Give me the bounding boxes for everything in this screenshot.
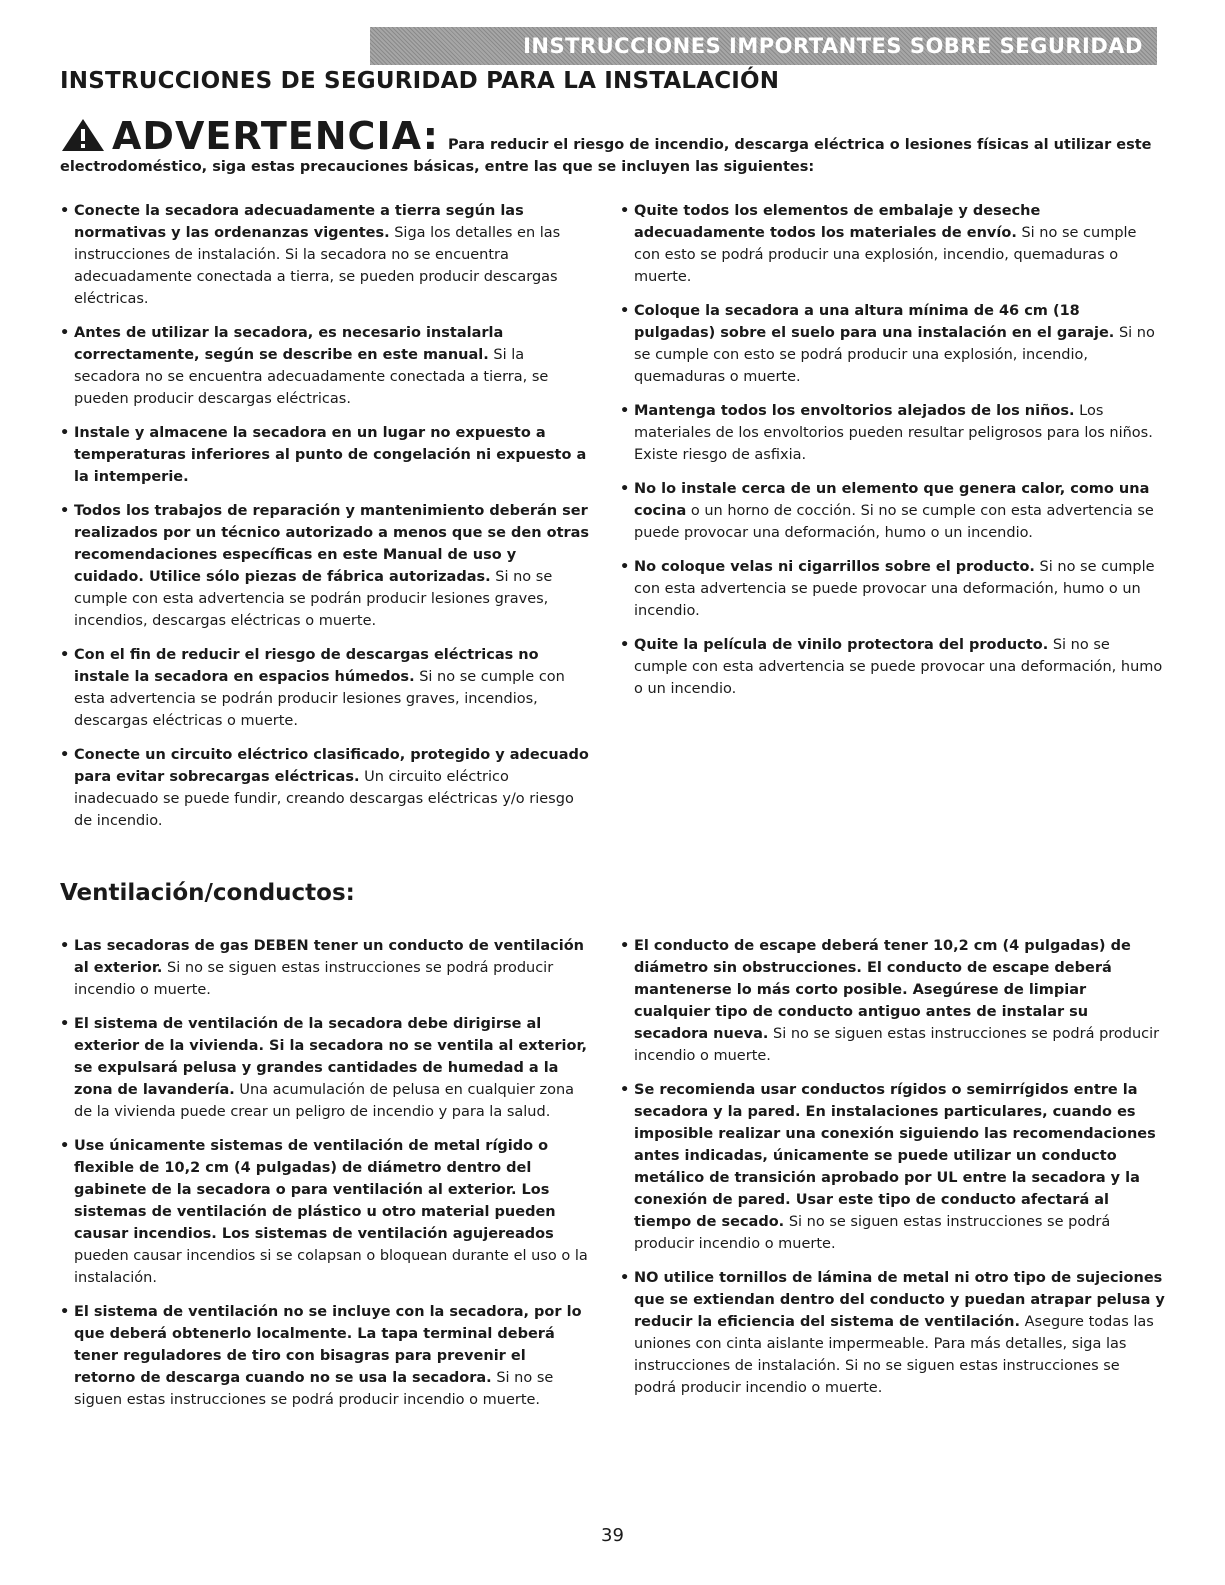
section-title: INSTRUCCIONES DE SEGURIDAD PARA LA INSTALACIÓN (60, 68, 780, 94)
ventilation-left-column (60, 935, 590, 1423)
list-item: • No coloque velas ni cigarrillos sobre el producto. Si no se cumple con esta advertencia se puede provocar una deformación, humo o un incendio. (620, 559, 1155, 619)
list-item: • Las secadoras de gas DEBEN tener un conducto de ventilación al exterior. Si no se siguen estas instrucciones se podrá producir incendio o muerte. (60, 938, 584, 998)
installation-left-column (60, 200, 590, 844)
warning-block (60, 113, 1165, 178)
list-item: • El sistema de ventilación no se incluye con la secadora, por lo que deberá obtenerlo localmente. La tapa terminal deberá tener reguladores de tiro con bisagras para prevenir el retorno de descarga cuando no se usa la secadora. Si no se siguen estas instrucciones se podrá producir incendio o muerte. (60, 1304, 582, 1408)
list-item: • Antes de utilizar la secadora, es necesario instalarla correctamente, según se describe en este manual. Si la secadora no se encuentra adecuadamente conectada a tierra, se pueden producir descargas eléctricas. (60, 325, 549, 407)
list-item: • El conducto de escape deberá tener 10,2 cm (4 pulgadas) de diámetro sin obstrucciones. El conducto de escape deberá mantenerse lo más corto posible. Asegúrese de limpiar cualquier tipo de conducto antiguo antes de instalar su secadora nueva. Si no se siguen estas instrucciones se podrá producir incendio o muerte. (620, 938, 1160, 1064)
page-number: 39 (601, 1525, 624, 1546)
header-banner-text: INSTRUCCIONES IMPORTANTES SOBRE SEGURIDAD (523, 34, 1143, 58)
list-item: • Coloque la secadora a una altura mínima de 46 cm (18 pulgadas) sobre el suelo para una instalación en el garaje. Si no se cumple con esto se podrá producir una explosión, incendio, quemaduras o muerte. (620, 303, 1155, 385)
list-item: • Todos los trabajos de reparación y mantenimiento deberán ser realizados por un técnico autorizado a menos que se den otras recomendaciones específicas en este Manual de uso y cuidado. Utilice sólo piezas de fábrica autorizadas. Si no se cumple con esta advertencia se podrán producir lesiones graves, incendios, descargas eléctricas o muerte. (60, 503, 590, 629)
list-item: • Con el fin de reducir el riesgo de descargas eléctricas no instale la secadora en espacios húmedos. Si no se cumple con esta advertencia se podrán producir lesiones graves, incendios, descargas eléctricas o muerte. (60, 647, 565, 729)
list-item: • No lo instale cerca de un elemento que genera calor, como una cocina o un horno de cocción. Si no se cumple con esta advertencia se puede provocar una deformación, humo o un incendio. (620, 481, 1154, 541)
header-banner (370, 27, 1157, 65)
list-item: • Instale y almacene la secadora en un lugar no expuesto a temperaturas inferiores al punto de congelación ni expuesto a la intemperie. (60, 425, 587, 485)
warning-text: Para reducir el riesgo de incendio, descarga eléctrica o lesiones físicas al utilizar este electrodoméstico, siga estas precauciones básicas, entre las que se incluyen las siguientes: (60, 137, 1152, 175)
list-item: • Use únicamente sistemas de ventilación de metal rígido o flexible de 10,2 cm (4 pulgadas) de diámetro dentro del gabinete de la secadora o para ventilación al exterior. Los sistemas de ventilación de plástico u otro material pueden causar incendios. Los sistemas de ventilación agujereados pueden causar incendios si se colapsan o bloquean durante el uso o la instalación. (60, 1138, 588, 1286)
ventilation-title: Ventilación/conductos: (60, 880, 355, 906)
list-item: • Conecte la secadora adecuadamente a tierra según las normativas y las ordenanzas vigentes. Siga los detalles en las instrucciones de instalación. Si la secadora no se encuentra adecuadamente conectada a tierra, se pueden producir descargas eléctricas. (60, 203, 561, 307)
list-item: • Quite la película de vinilo protectora del producto. Si no se cumple con esta advertencia se puede provocar una deformación, humo o un incendio. (620, 637, 1163, 697)
installation-right-column (620, 200, 1165, 712)
warning-title: ADVERTENCIA: (112, 114, 439, 158)
list-item: • NO utilice tornillos de lámina de metal ni otro tipo de sujeciones que se extiendan dentro del conducto y puedan atrapar pelusa y reducir la eficiencia del sistema de ventilación. Asegure todas las uniones con cinta aislante impermeable. Para más detalles, siga las instrucciones de instalación. Si no se siguen estas instrucciones se podrá producir incendio o muerte. (620, 1270, 1165, 1396)
list-item: • Quite todos los elementos de embalaje y deseche adecuadamente todos los materiales de envío. Si no se cumple con esto se podrá producir una explosión, incendio, quemaduras o muerte. (620, 203, 1137, 285)
list-item: • Mantenga todos los envoltorios alejados de los niños. Los materiales de los envoltorios pueden resultar peligrosos para los niños. Existe riesgo de asfixia. (620, 403, 1153, 463)
list-item: • Se recomienda usar conductos rígidos o semirrígidos entre la secadora y la pared. En instalaciones particulares, cuando es imposible realizar una conexión siguiendo las recomendaciones antes indicadas, únicamente se puede utilizar un conducto metálico de transición aprobado por UL entre la secadora y la conexión de pared. Usar este tipo de conducto afectará al tiempo de secado. Si no se siguen estas instrucciones se podrá producir incendio o muerte. (620, 1082, 1156, 1252)
list-item: • El sistema de ventilación de la secadora debe dirigirse al exterior de la vivienda. Si la secadora no se ventila al exterior, se expulsará pelusa y grandes cantidades de humedad a la zona de lavandería. Una acumulación de pelusa en cualquier zona de la vivienda puede crear un peligro de incendio y para la salud. (60, 1016, 587, 1120)
list-item: • Conecte un circuito eléctrico clasificado, protegido y adecuado para evitar sobrecargas eléctricas. Un circuito eléctrico inadecuado se puede fundir, creando descargas eléctricas y/o riesgo de incendio. (60, 747, 589, 829)
warning-triangle-icon (60, 117, 106, 153)
ventilation-right-column (620, 935, 1165, 1411)
